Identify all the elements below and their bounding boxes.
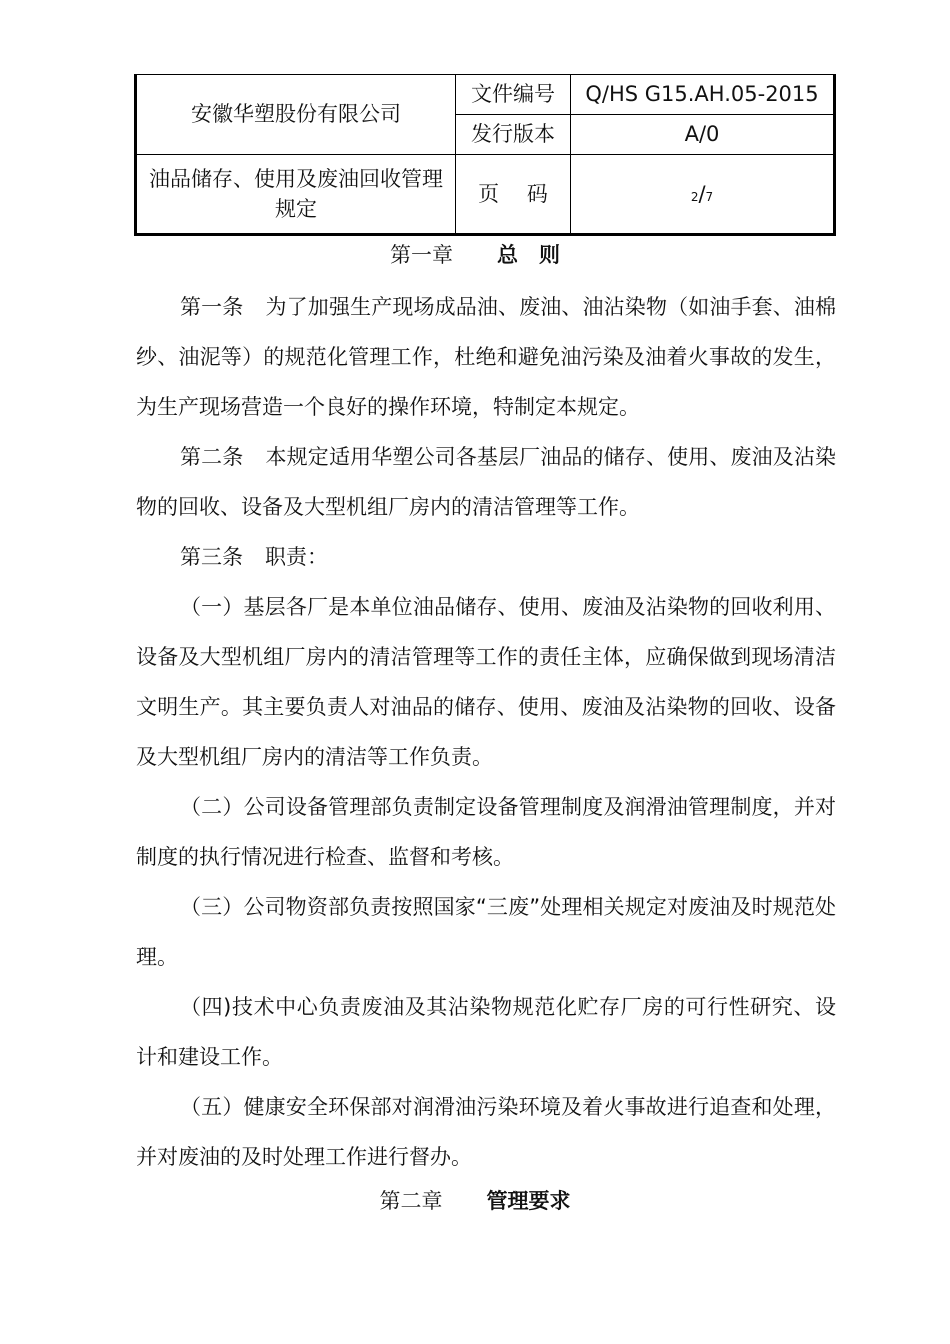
article-1 — [136, 282, 836, 432]
article-3-head: 第三条 — [180, 545, 243, 569]
page-total: 7 — [705, 189, 714, 204]
article-3-text: 职责： — [265, 545, 328, 569]
article-2-head: 第二条 — [180, 445, 244, 469]
duty-item-4: （四)技术中心负责废油及其沾染物规范化贮存厂房的可行性研究、设计和建设工作。 — [136, 995, 836, 1069]
document-header-table — [134, 74, 836, 236]
doc-number-label: 文件编号 — [456, 75, 571, 115]
version-label: 发行版本 — [456, 115, 571, 155]
page-slash: / — [698, 181, 706, 206]
article-3 — [136, 532, 836, 582]
duty-item-1: （一）基层各厂是本单位油品储存、使用、废油及沾染物的回收利用、设备及大型机组厂房内的清洁管理等工作的责任主体，应确保做到现场清洁文明生产。其主要负责人对油品的储存、使用、废油及沾染物的回收、设备及大型机组厂房内的清洁等工作负责。 — [136, 595, 836, 769]
page-number — [571, 155, 835, 235]
article-2-text: 本规定适用华塑公司各基层厂油品的储存、使用、废油及沾染物的回收、设备及大型机组厂房内的清洁管理等工作。 — [136, 445, 837, 519]
page-label: 页 码 — [456, 155, 571, 235]
version-value: A/0 — [571, 115, 835, 155]
doc-number: Q/HS G15.AH.05-2015 — [571, 75, 835, 115]
duty-item-2: （二）公司设备管理部负责制定设备管理制度及润滑油管理制度，并对制度的执行情况进行检查、监督和考核。 — [136, 795, 836, 869]
chapter-2-number: 第二章 — [379, 1189, 443, 1213]
chapter-1-number: 第一章 — [390, 243, 453, 267]
document-title: 油品储存、使用及废油回收管理规定 — [136, 155, 456, 235]
page-current: 2 — [690, 189, 699, 204]
chapter-1-title: 总 则 — [497, 243, 560, 267]
company-name: 安徽华塑股份有限公司 — [136, 75, 456, 155]
chapter-1-heading — [0, 240, 950, 270]
duty-item-3: （三）公司物资部负责按照国家“三废”处理相关规定对废油及时规范处理。 — [136, 895, 836, 969]
duty-item-5: （五）健康安全环保部对润滑油污染环境及着火事故进行追查和处理，并对废油的及时处理工作进行督办。 — [136, 1095, 836, 1169]
chapter-2-heading — [0, 1186, 950, 1216]
article-1-head: 第一条 — [180, 295, 244, 319]
article-2 — [136, 432, 836, 532]
document-body — [136, 282, 836, 1182]
article-1-text: 为了加强生产现场成品油、废油、油沾染物（如油手套、油棉纱、油泥等）的规范化管理工作，杜绝和避免油污染及油着火事故的发生，为生产现场营造一个良好的操作环境，特制定本规定。 — [136, 295, 837, 419]
chapter-2-title: 管理要求 — [486, 1189, 571, 1213]
